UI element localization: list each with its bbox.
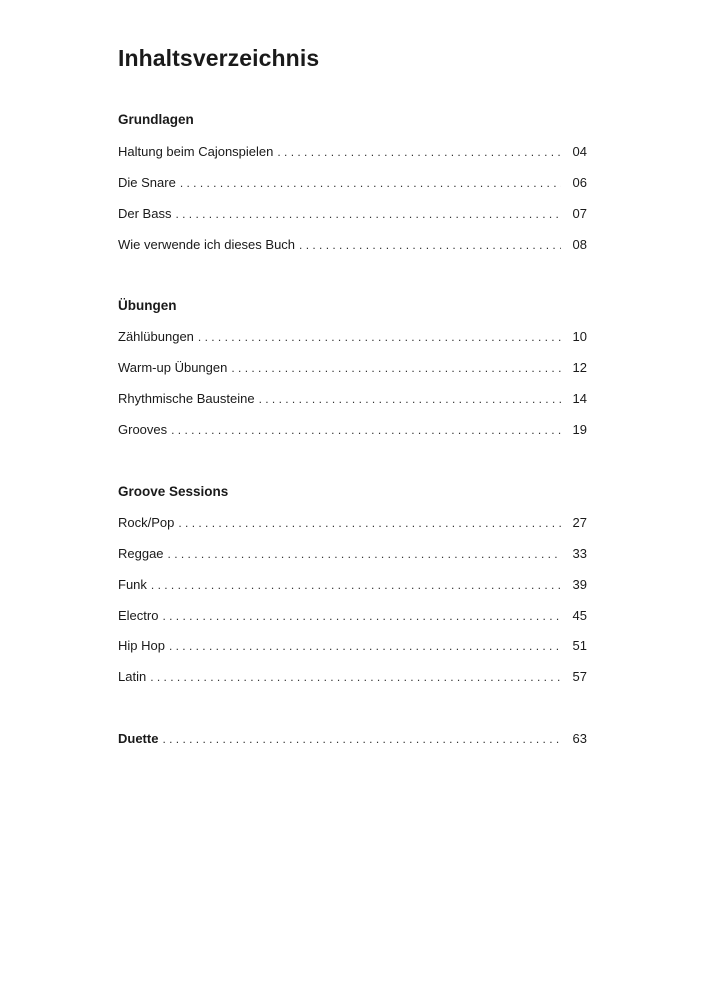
dot-leader: [151, 578, 561, 592]
dot-leader: [162, 732, 561, 746]
toc-entry[interactable]: [118, 546, 587, 564]
section-heading-uebungen: Übungen: [118, 298, 177, 313]
section-heading-grundlagen: Grundlagen: [118, 112, 194, 127]
toc-entry[interactable]: [118, 237, 587, 255]
toc-entry[interactable]: [118, 175, 587, 193]
toc-entry[interactable]: [118, 608, 587, 626]
toc-entry-page: 57: [572, 669, 587, 684]
toc-entry-label: Funk: [118, 577, 147, 592]
page-title: Inhaltsverzeichnis: [118, 45, 320, 71]
toc-entry-page: 06: [572, 175, 587, 190]
toc-entry-page: 07: [572, 206, 587, 221]
toc-entry-label: Electro: [118, 608, 159, 623]
toc-entry-page: 12: [572, 360, 587, 375]
toc-entry[interactable]: [118, 515, 587, 533]
toc-entry[interactable]: [118, 638, 587, 656]
toc-entry-label: Rock/Pop: [118, 515, 175, 530]
dot-leader: [168, 547, 561, 561]
toc-entry-duette[interactable]: [118, 731, 587, 749]
toc-entry-page: 63: [572, 731, 587, 746]
toc-entry-label: Wie verwende ich dieses Buch: [118, 237, 296, 252]
dot-leader: [171, 423, 561, 437]
toc-entry-label: Latin: [118, 669, 147, 684]
toc-entry[interactable]: [118, 669, 587, 687]
toc-entry-page: 39: [572, 577, 587, 592]
toc-entry[interactable]: [118, 360, 587, 378]
toc-entry-label: Die Snare: [118, 175, 176, 190]
dot-leader: [162, 609, 561, 623]
toc-entry-page: 45: [572, 608, 587, 623]
toc-entry[interactable]: [118, 577, 587, 595]
toc-entry-page: 08: [572, 237, 587, 252]
toc-entry[interactable]: [118, 422, 587, 440]
dot-leader: [299, 238, 561, 252]
dot-leader: [150, 670, 561, 684]
toc-entry-label: Reggae: [118, 546, 164, 561]
toc-entry[interactable]: [118, 144, 587, 162]
toc-entry[interactable]: [118, 391, 587, 409]
toc-entry-page: 14: [572, 391, 587, 406]
toc-entry-page: 33: [572, 546, 587, 561]
toc-entry[interactable]: [118, 329, 587, 347]
toc-entry-label: Rhythmische Bausteine: [118, 391, 255, 406]
dot-leader: [259, 392, 561, 406]
toc-entry-label: Der Bass: [118, 206, 172, 221]
toc-entry-page: 51: [572, 638, 587, 653]
dot-leader: [175, 207, 561, 221]
toc-entry-page: 10: [572, 329, 587, 344]
dot-leader: [178, 516, 561, 530]
toc-entry-label: Grooves: [118, 422, 168, 437]
section-heading-groove-sessions: Groove Sessions: [118, 484, 229, 499]
toc-entry-label: Hip Hop: [118, 638, 165, 653]
toc-entry-page: 04: [572, 144, 587, 159]
toc-entry-label: Haltung beim Cajonspielen: [118, 144, 274, 159]
dot-leader: [277, 145, 561, 159]
toc-entry-label: Zählübungen: [118, 329, 194, 344]
dot-leader: [180, 176, 561, 190]
toc-entry-label: Duette: [118, 731, 159, 746]
toc-entry-label: Warm-up Übungen: [118, 360, 228, 375]
toc-entry-page: 19: [572, 422, 587, 437]
dot-leader: [231, 361, 561, 375]
dot-leader: [169, 639, 561, 653]
toc-entry[interactable]: [118, 206, 587, 224]
dot-leader: [198, 330, 561, 344]
toc-entry-page: 27: [572, 515, 587, 530]
